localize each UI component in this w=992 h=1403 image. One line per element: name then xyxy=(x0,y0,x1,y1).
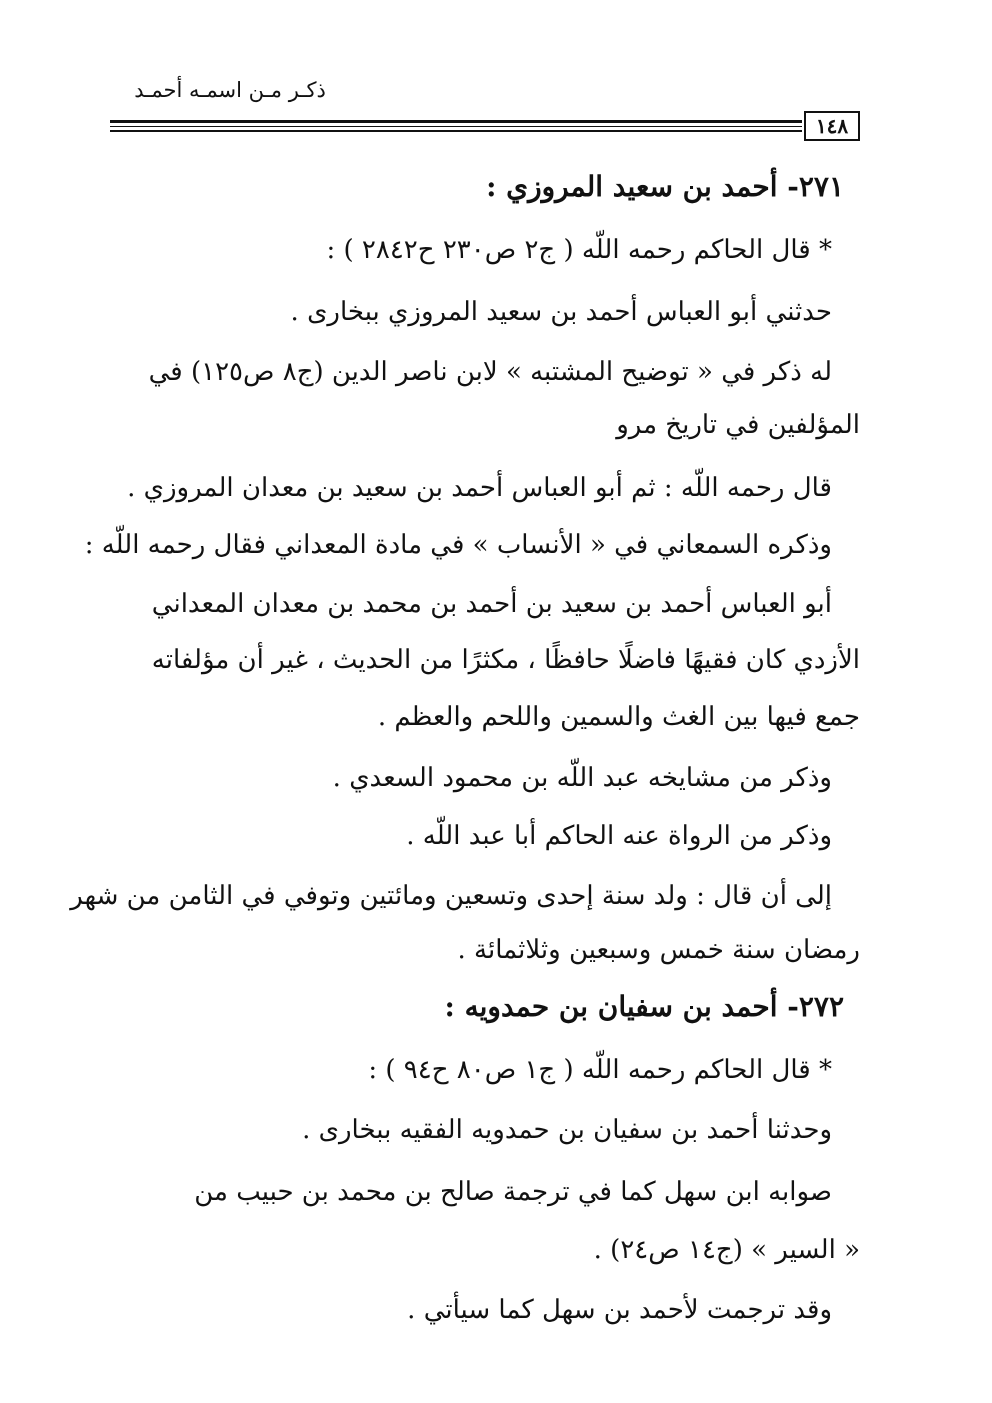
body-line: قال رحمه اللّه : ثم أبو العباس أحمد بن سعيد بن معدان المروزي . xyxy=(127,473,832,503)
body-line: حدثني أبو العباس أحمد بن سعيد المروزي ببخارى . xyxy=(290,297,832,327)
body-line: الأزدي كان فقيهًا فاضلًا حافظًا ، مكثرًا من الحديث ، غير أن مؤلفاته xyxy=(151,645,860,675)
body-line: « السير » (ج١٤ ص٢٤) . xyxy=(593,1235,860,1265)
body-line: إلى أن قال : ولد سنة إحدى وتسعين ومائتين وتوفي في الثامن من شهر xyxy=(70,881,832,911)
body-line: جمع فيها بين الغث والسمين واللحم والعظم . xyxy=(377,702,860,732)
body-line: رمضان سنة خمس وسبعين وثلاثمائة . xyxy=(457,935,860,965)
entry-heading-272: ٢٧٢- أحمد بن سفيان بن حمدويه : xyxy=(444,990,844,1023)
body-line: المؤلفين في تاريخ مرو xyxy=(616,410,860,440)
header-rule-bottom xyxy=(110,130,802,132)
body-line: أبو العباس أحمد بن سعيد بن أحمد بن محمد بن معدان المعداني xyxy=(151,589,832,619)
body-line: صوابه ابن سهل كما في ترجمة صالح بن محمد بن حبيب من xyxy=(194,1177,832,1207)
hakim-citation-line: * قال الحاكم رحمه اللّه ( ج٢ ص٢٣٠ ح٢٨٤٢ ) : xyxy=(326,235,832,265)
body-line: وذكر من مشايخه عبد اللّه بن محمود السعدي . xyxy=(332,763,832,793)
running-header-title: ذكـر مـن اسمـه أحمـد xyxy=(134,78,326,102)
header-rule-thick xyxy=(110,120,802,123)
hakim-citation-line: * قال الحاكم رحمه اللّه ( ج١ ص٨٠ ح٩٤ ) : xyxy=(368,1055,832,1085)
body-line: وحدثنا أحمد بن سفيان بن حمدويه الفقيه ببخارى . xyxy=(302,1115,832,1145)
header-rule-thin xyxy=(110,126,802,127)
body-line: وذكره السمعاني في « الأنساب » في مادة المعداني فقال رحمه اللّه : xyxy=(84,530,832,560)
page-number-box: ١٤٨ xyxy=(804,111,860,141)
body-line: وقد ترجمت لأحمد بن سهل كما سيأتي . xyxy=(407,1295,832,1325)
body-line: له ذكر في « توضيح المشتبه » لابن ناصر الدين (ج٨ ص١٢٥) في xyxy=(148,357,832,387)
body-line: وذكر من الرواة عنه الحاكم أبا عبد اللّه . xyxy=(406,821,832,851)
entry-heading-271: ٢٧١- أحمد بن سعيد المروزي : xyxy=(486,170,844,203)
